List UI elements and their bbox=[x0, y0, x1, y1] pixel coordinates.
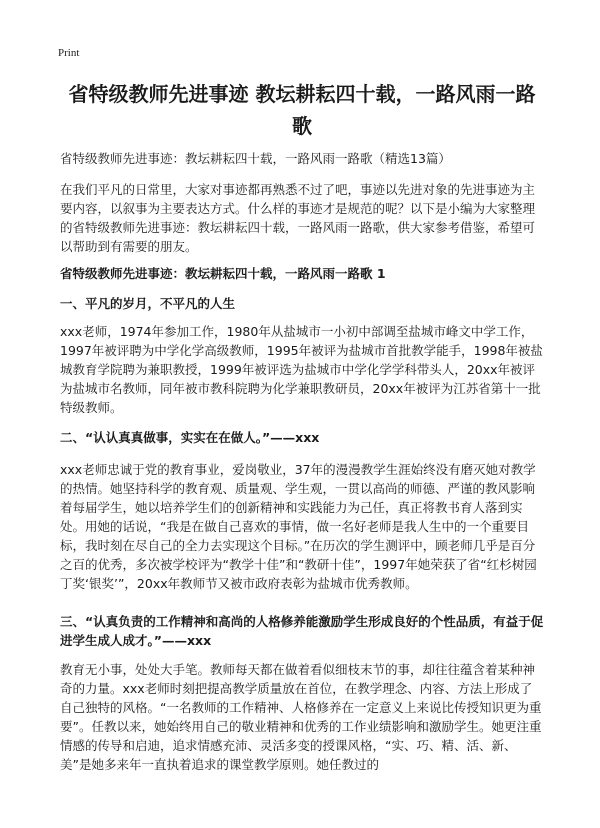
paragraph-2: xxx老师忠诚于党的教育事业，爱岗敬业，37年的漫漫教学生涯始终没有磨灭她对教学的热情。她坚持科学的教育观、质量观、学生观，一贯以高尚的师德、严谨的教风影响着每届学生，她以培养学生们的创新精神和实践能力为己任，真正将教书育人落到实处。用她的话说，“我是在做自己喜欢的事情，做一名好老师是我人生中的一个重要目标，我时刻在尽自己的全力去实现这个目标。”在历次的学生测评中，顾老师几乎是百分之百的优秀，多次被学校评为“教学十佳”和“教研十佳”，1997年她荣获了省“红杉树园丁奖‘银奖’”，20xx年教师节又被市政府表彰为盐城市优秀教师。 bbox=[60, 462, 537, 591]
paragraph-3: 教育无小事，处处大手笔。教师每天都在做着看似细枝末节的事，却往往蕴含着某种神奇的力量。xxx老师时刻把提高教学质量放在首位，在教学理念、内容、方法上形成了自己独特的风格。“一名教师的工作精神、人格修养在一定意义上来说比传授知识更为重要”。任教以来，她始终用自己的敬业精神和优秀的工作业绩影响和激励学生。她更注重情感的传导和启迪，追求情感充沛、灵活多变的授课风格，“实、巧、精、活、新、美”是她多来年一直执着追求的课堂教学原则。她任教过的 bbox=[60, 662, 542, 772]
print-label: Print bbox=[58, 47, 80, 59]
paragraph-1: xxx老师，1974年参加工作，1980年从盐城市一小初中部调至盐城市峰文中学工作，1997年被评聘为中学化学高级教师，1995年被评为盐城市首批教学能手，1998年被盐城教育学院聘为兼职教授，1999年被评选为盐城市中学化学学科带头人，20xx年被评为盐城市名教师，同年被市教科院聘为化学兼职教研员，20xx年被评为江苏省第十一批特级教师。 bbox=[60, 324, 543, 415]
page-title: 省特级教师先进事迹 教坛耕耘四十载，一路风雨一路歌 bbox=[68, 82, 536, 138]
intro-paragraph: 在我们平凡的日常里，大家对事迹都再熟悉不过了吧，事迹以先进对象的先进事迹为主要内容，以叙事为主要表达方式。什么样的事迹才是规范的呢？以下是小编为大家整理的省特级教师先进事迹：教坛耕耘四十载，一路风雨一路歌，供大家参考借鉴，希望可以帮助到有需要的朋友。 bbox=[60, 182, 536, 254]
heading-1: 一、平凡的岁月，不平凡的人生 bbox=[60, 296, 236, 311]
subtitle-line: 省特级教师先进事迹：教坛耕耘四十载，一路风雨一路歌（精选13篇） bbox=[60, 151, 451, 166]
heading-3: 三、“认真负责的工作精神和高尚的人格修养能激励学生形成良好的个性品质，有益于促进学生成人成才。”——xxx bbox=[60, 614, 544, 648]
section-title: 省特级教师先进事迹：教坛耕耘四十载，一路风雨一路歌 1 bbox=[60, 266, 386, 281]
heading-2: 二、“认认真真做事，实实在在做人。”——xxx bbox=[60, 430, 320, 445]
